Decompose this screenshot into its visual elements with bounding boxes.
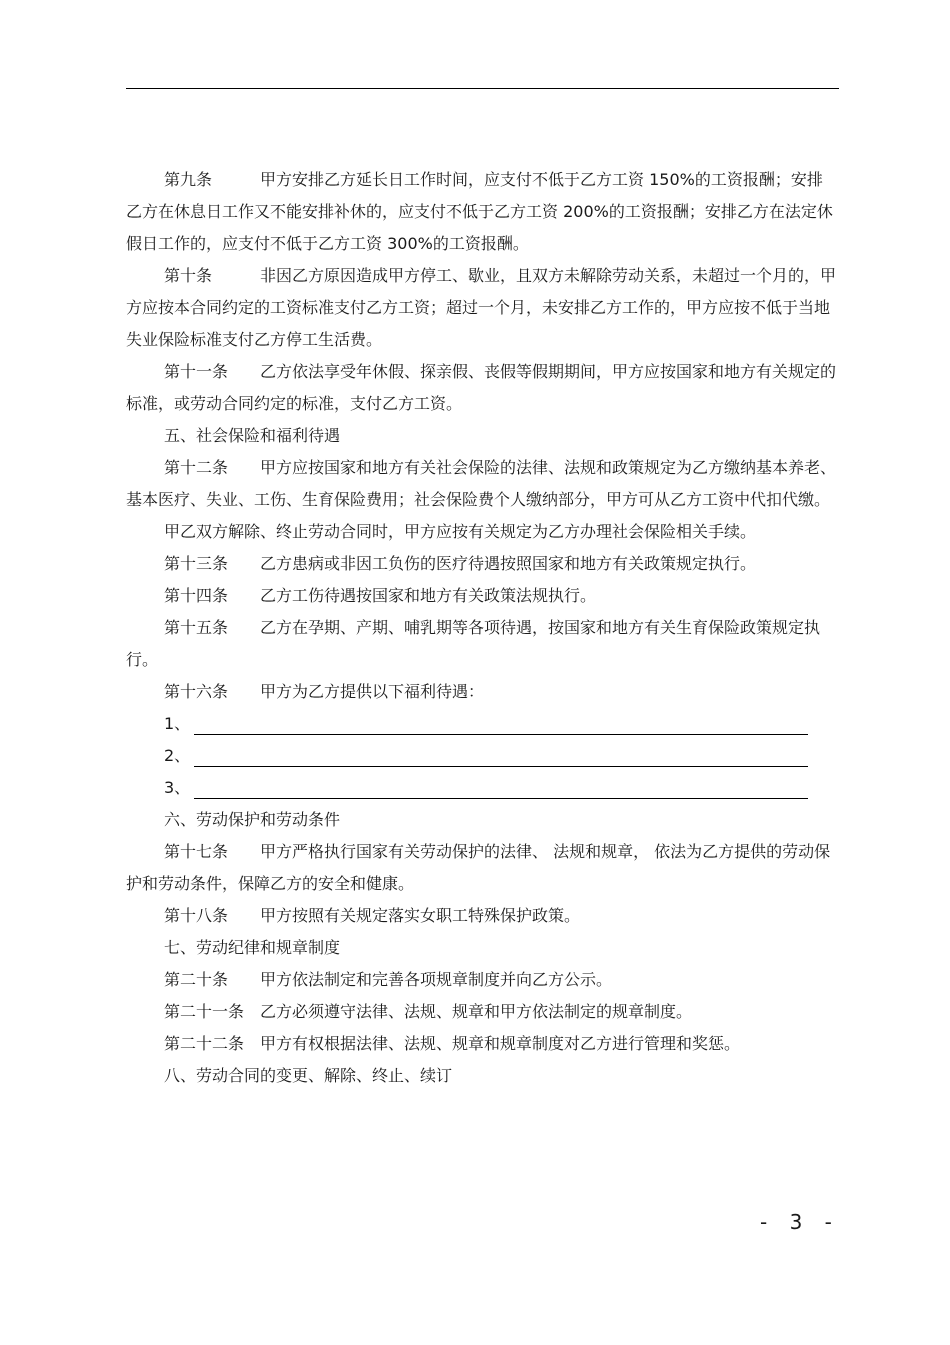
benefit-blank-row: [126, 740, 836, 772]
article-number: 第十五条: [164, 618, 229, 637]
article-number: 第二十条: [164, 970, 229, 989]
article-number: 第十条: [164, 266, 213, 285]
article-paragraph: [126, 260, 836, 356]
article-number: 第二十一条: [164, 1002, 245, 1021]
article-text: 甲方严格执行国家有关劳动保护的法律、 法规和规章， 依法为乙方提供的劳动保护和劳动条件，保障乙方的安全和健康。: [126, 842, 831, 893]
article-text: 乙方必须遵守法律、法规、规章和甲方依法制定的规章制度。: [260, 1002, 693, 1021]
header-rule: [126, 88, 839, 89]
fill-in-underline: [194, 734, 808, 735]
section-heading: 八、劳动合同的变更、解除、终止、续订: [164, 1066, 453, 1085]
article-text: 乙方工伤待遇按国家和地方有关政策法规执行。: [260, 586, 597, 605]
article-number: 第十四条: [164, 586, 229, 605]
article-paragraph: [126, 836, 836, 900]
blank-item-number: 3、: [164, 778, 191, 797]
benefit-blanks: [126, 708, 836, 804]
article-text: 非因乙方原因造成甲方停工、歇业，且双方未解除劳动关系，未超过一个月的，甲方应按本合同约定的工资标准支付乙方工资；超过一个月，未安排乙方工作的，甲方应按不低于当地失业保险标准支付乙方停工生活费。: [126, 266, 837, 349]
article-paragraph: [126, 996, 836, 1028]
section-heading: 五、社会保险和福利待遇: [164, 426, 341, 445]
article-number: 第十一条: [164, 362, 229, 381]
article-number: 第二十二条: [164, 1034, 245, 1053]
article-text: 甲方为乙方提供以下福利待遇：: [260, 682, 485, 701]
fill-in-underline: [194, 766, 808, 767]
section-heading: 六、劳动保护和劳动条件: [164, 810, 341, 829]
benefit-blank-row: [126, 772, 836, 804]
article-text: 甲乙双方解除、终止劳动合同时，甲方应按有关规定为乙方办理社会保险相关手续。: [164, 522, 757, 541]
article-number: 第十七条: [164, 842, 229, 861]
blank-item-number: 2、: [164, 746, 191, 765]
article-text: 甲方有权根据法律、法规、规章和规章制度对乙方进行管理和奖惩。: [260, 1034, 741, 1053]
article-paragraph: [126, 1028, 836, 1060]
article-paragraph: [126, 676, 836, 708]
article-paragraph: [126, 580, 836, 612]
article-number: 第十八条: [164, 906, 229, 925]
article-paragraph: [126, 612, 836, 676]
article-number: 第九条: [164, 170, 213, 189]
article-text: 乙方患病或非因工负伤的医疗待遇按照国家和地方有关政策规定执行。: [260, 554, 757, 573]
article-paragraph: [126, 356, 836, 420]
article-paragraph: [126, 548, 836, 580]
section-block-2: [126, 804, 836, 1092]
article-number: 第十六条: [164, 682, 229, 701]
article-paragraph: [126, 516, 836, 548]
article-paragraph: [126, 964, 836, 996]
document-body: [126, 164, 836, 1092]
fill-in-underline: [194, 798, 808, 799]
article-number: 第十三条: [164, 554, 229, 573]
article-text: 乙方依法享受年休假、探亲假、丧假等假期期间，甲方应按国家和地方有关规定的标准，或劳动合同约定的标准，支付乙方工资。: [126, 362, 837, 413]
benefit-blank-row: [126, 708, 836, 740]
article-text: 甲方按照有关规定落实女职工特殊保护政策。: [260, 906, 581, 925]
section-block-1: [126, 164, 836, 708]
article-number: 第十二条: [164, 458, 229, 477]
blank-item-number: 1、: [164, 714, 191, 733]
section-heading: 七、劳动纪律和规章制度: [164, 938, 341, 957]
article-paragraph: [126, 452, 836, 516]
article-paragraph: [126, 900, 836, 932]
page-number: - 3 -: [760, 1210, 840, 1234]
article-paragraph: [126, 164, 836, 260]
article-text: 甲方应按国家和地方有关社会保险的法律、法规和政策规定为乙方缴纳基本养老、基本医疗、失业、工伤、生育保险费用；社会保险费个人缴纳部分，甲方可从乙方工资中代扣代缴。: [126, 458, 837, 509]
article-text: 乙方在孕期、产期、哺乳期等各项待遇，按国家和地方有关生育保险政策规定执行。: [126, 618, 821, 669]
article-text: 甲方安排乙方延长日工作时间，应支付不低于乙方工资 150%的工资报酬；安排乙方在休息日工作又不能安排补休的，应支付不低于乙方工资 200%的工资报酬；安排乙方在法定休假日工作的，应支付不低于乙方工资 300%的工资报酬。: [126, 170, 833, 253]
article-text: 甲方依法制定和完善各项规章制度并向乙方公示。: [260, 970, 613, 989]
